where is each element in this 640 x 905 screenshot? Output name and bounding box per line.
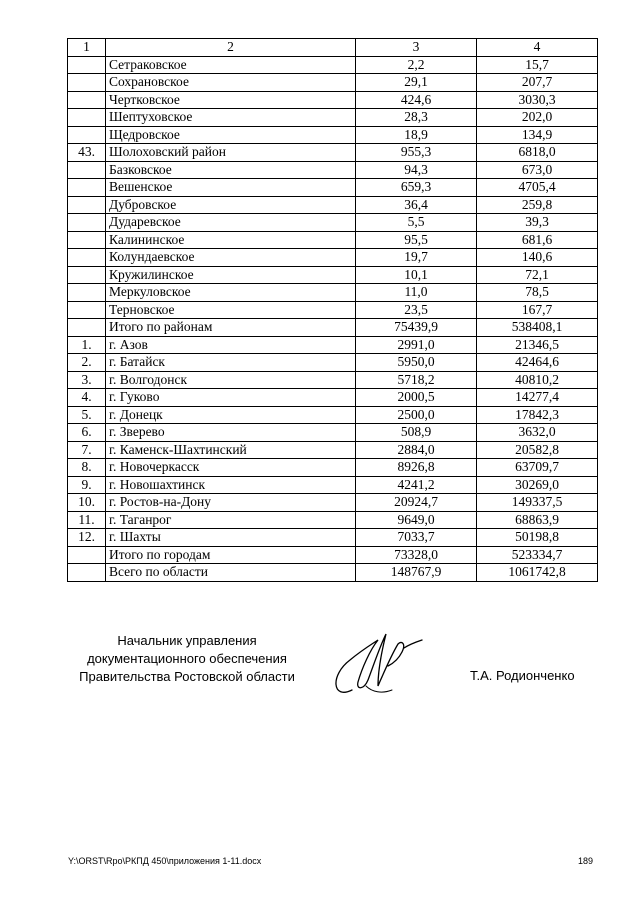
row-number-cell bbox=[68, 74, 106, 92]
row-number-cell bbox=[68, 161, 106, 179]
territory-cell: Терновское bbox=[106, 301, 356, 319]
territory-cell: Сохрановское bbox=[106, 74, 356, 92]
value-col4-cell: 50198,8 bbox=[477, 529, 598, 547]
row-number-cell bbox=[68, 126, 106, 144]
header-cell: 2 bbox=[106, 39, 356, 57]
territory-cell: г. Шахты bbox=[106, 529, 356, 547]
value-col3-cell: 18,9 bbox=[356, 126, 477, 144]
row-number-cell bbox=[68, 249, 106, 267]
row-number-cell: 7. bbox=[68, 441, 106, 459]
value-col4-cell: 72,1 bbox=[477, 266, 598, 284]
value-col3-cell: 20924,7 bbox=[356, 494, 477, 512]
position-line: документационного обеспечения bbox=[87, 651, 287, 666]
value-col4-cell: 14277,4 bbox=[477, 389, 598, 407]
territory-cell: Итого по городам bbox=[106, 546, 356, 564]
value-col3-cell: 424,6 bbox=[356, 91, 477, 109]
row-number-cell bbox=[68, 284, 106, 302]
value-col3-cell: 75439,9 bbox=[356, 319, 477, 337]
value-col3-cell: 29,1 bbox=[356, 74, 477, 92]
position-line: Начальник управления bbox=[117, 633, 257, 648]
territory-cell: Всего по области bbox=[106, 564, 356, 582]
row-number-cell bbox=[68, 266, 106, 284]
signer-name: Т.А. Родионченко bbox=[470, 668, 575, 683]
row-number-cell: 1. bbox=[68, 336, 106, 354]
territory-cell: Дубровское bbox=[106, 196, 356, 214]
value-col3-cell: 2991,0 bbox=[356, 336, 477, 354]
value-col4-cell: 3030,3 bbox=[477, 91, 598, 109]
table-row bbox=[68, 459, 598, 477]
territory-cell: Меркуловское bbox=[106, 284, 356, 302]
value-col4-cell: 1061742,8 bbox=[477, 564, 598, 582]
row-number-cell bbox=[68, 214, 106, 232]
row-number-cell bbox=[68, 91, 106, 109]
table-body bbox=[68, 39, 598, 582]
value-col3-cell: 8926,8 bbox=[356, 459, 477, 477]
table-row bbox=[68, 371, 598, 389]
page-number: 189 bbox=[578, 856, 594, 866]
table-row bbox=[68, 354, 598, 372]
territory-cell: Калининское bbox=[106, 231, 356, 249]
value-col4-cell: 681,6 bbox=[477, 231, 598, 249]
territory-cell: Колундаевское bbox=[106, 249, 356, 267]
territory-cell: г. Зверево bbox=[106, 424, 356, 442]
value-col4-cell: 40810,2 bbox=[477, 371, 598, 389]
row-number-cell bbox=[68, 109, 106, 127]
row-number-cell: 6. bbox=[68, 424, 106, 442]
value-col3-cell: 23,5 bbox=[356, 301, 477, 319]
value-col3-cell: 2500,0 bbox=[356, 406, 477, 424]
value-col4-cell: 68863,9 bbox=[477, 511, 598, 529]
row-number-cell bbox=[68, 564, 106, 582]
value-col4-cell: 30269,0 bbox=[477, 476, 598, 494]
row-number-cell: 11. bbox=[68, 511, 106, 529]
value-col3-cell: 5,5 bbox=[356, 214, 477, 232]
row-number-cell: 8. bbox=[68, 459, 106, 477]
table-row bbox=[68, 231, 598, 249]
value-col4-cell: 21346,5 bbox=[477, 336, 598, 354]
value-col3-cell: 95,5 bbox=[356, 231, 477, 249]
value-col4-cell: 4705,4 bbox=[477, 179, 598, 197]
row-number-cell bbox=[68, 546, 106, 564]
territory-cell: Вешенское bbox=[106, 179, 356, 197]
table-row bbox=[68, 336, 598, 354]
value-col4-cell: 78,5 bbox=[477, 284, 598, 302]
value-col4-cell: 134,9 bbox=[477, 126, 598, 144]
value-col4-cell: 63709,7 bbox=[477, 459, 598, 477]
value-col4-cell: 149337,5 bbox=[477, 494, 598, 512]
data-table bbox=[67, 38, 598, 582]
value-col3-cell: 19,7 bbox=[356, 249, 477, 267]
value-col3-cell: 2000,5 bbox=[356, 389, 477, 407]
territory-cell: Дударевское bbox=[106, 214, 356, 232]
value-col3-cell: 94,3 bbox=[356, 161, 477, 179]
table-row bbox=[68, 144, 598, 162]
row-number-cell bbox=[68, 231, 106, 249]
value-col4-cell: 207,7 bbox=[477, 74, 598, 92]
territory-cell: г. Донецк bbox=[106, 406, 356, 424]
value-col3-cell: 36,4 bbox=[356, 196, 477, 214]
territory-cell: Шептуховское bbox=[106, 109, 356, 127]
row-number-cell: 43. bbox=[68, 144, 106, 162]
territory-cell: г. Гуково bbox=[106, 389, 356, 407]
territory-cell: Шолоховский район bbox=[106, 144, 356, 162]
value-col3-cell: 7033,7 bbox=[356, 529, 477, 547]
value-col4-cell: 538408,1 bbox=[477, 319, 598, 337]
territory-cell: Щедровское bbox=[106, 126, 356, 144]
value-col4-cell: 523334,7 bbox=[477, 546, 598, 564]
table-row bbox=[68, 91, 598, 109]
handwritten-signature bbox=[322, 620, 442, 710]
territory-cell: г. Азов bbox=[106, 336, 356, 354]
row-number-cell bbox=[68, 56, 106, 74]
row-number-cell: 9. bbox=[68, 476, 106, 494]
table-row bbox=[68, 179, 598, 197]
territory-cell: г. Новочеркасск bbox=[106, 459, 356, 477]
position-line: Правительства Ростовской области bbox=[79, 669, 295, 684]
value-col4-cell: 140,6 bbox=[477, 249, 598, 267]
value-col4-cell: 167,7 bbox=[477, 301, 598, 319]
table-header-row bbox=[68, 39, 598, 57]
row-number-cell: 4. bbox=[68, 389, 106, 407]
territory-cell: Сетраковское bbox=[106, 56, 356, 74]
table-row bbox=[68, 406, 598, 424]
file-path: Y:\ORST\Rpo\РКПД 450\приложения 1-11.docx bbox=[68, 856, 262, 866]
row-number-cell bbox=[68, 179, 106, 197]
row-number-cell: 2. bbox=[68, 354, 106, 372]
value-col3-cell: 4241,2 bbox=[356, 476, 477, 494]
value-col4-cell: 17842,3 bbox=[477, 406, 598, 424]
territory-cell: г. Новошахтинск bbox=[106, 476, 356, 494]
table-row bbox=[68, 441, 598, 459]
value-col3-cell: 659,3 bbox=[356, 179, 477, 197]
table-row bbox=[68, 564, 598, 582]
territory-cell: г. Каменск-Шахтинский bbox=[106, 441, 356, 459]
table-row bbox=[68, 266, 598, 284]
table-row bbox=[68, 109, 598, 127]
signer-position bbox=[64, 632, 310, 686]
value-col3-cell: 11,0 bbox=[356, 284, 477, 302]
table-row bbox=[68, 126, 598, 144]
value-col4-cell: 673,0 bbox=[477, 161, 598, 179]
value-col3-cell: 10,1 bbox=[356, 266, 477, 284]
header-cell: 3 bbox=[356, 39, 477, 57]
value-col4-cell: 6818,0 bbox=[477, 144, 598, 162]
territory-cell: Итого по районам bbox=[106, 319, 356, 337]
table-row bbox=[68, 196, 598, 214]
value-col4-cell: 39,3 bbox=[477, 214, 598, 232]
header-cell: 1 bbox=[68, 39, 106, 57]
table-row bbox=[68, 74, 598, 92]
header-cell: 4 bbox=[477, 39, 598, 57]
row-number-cell bbox=[68, 196, 106, 214]
table-row bbox=[68, 494, 598, 512]
territory-cell: Чертковское bbox=[106, 91, 356, 109]
row-number-cell: 5. bbox=[68, 406, 106, 424]
territory-cell: г. Батайск bbox=[106, 354, 356, 372]
value-col4-cell: 3632,0 bbox=[477, 424, 598, 442]
value-col3-cell: 73328,0 bbox=[356, 546, 477, 564]
row-number-cell bbox=[68, 319, 106, 337]
table-row bbox=[68, 161, 598, 179]
row-number-cell bbox=[68, 301, 106, 319]
value-col3-cell: 5718,2 bbox=[356, 371, 477, 389]
value-col3-cell: 2884,0 bbox=[356, 441, 477, 459]
value-col4-cell: 15,7 bbox=[477, 56, 598, 74]
table-row bbox=[68, 319, 598, 337]
territory-cell: г. Ростов-на-Дону bbox=[106, 494, 356, 512]
table-row bbox=[68, 389, 598, 407]
row-number-cell: 3. bbox=[68, 371, 106, 389]
table-row bbox=[68, 249, 598, 267]
territory-cell: Базковское bbox=[106, 161, 356, 179]
table-row bbox=[68, 56, 598, 74]
table-row bbox=[68, 284, 598, 302]
territory-cell: г. Волгодонск bbox=[106, 371, 356, 389]
row-number-cell: 10. bbox=[68, 494, 106, 512]
value-col3-cell: 5950,0 bbox=[356, 354, 477, 372]
value-col3-cell: 9649,0 bbox=[356, 511, 477, 529]
table-row bbox=[68, 476, 598, 494]
value-col3-cell: 955,3 bbox=[356, 144, 477, 162]
value-col3-cell: 148767,9 bbox=[356, 564, 477, 582]
value-col3-cell: 2,2 bbox=[356, 56, 477, 74]
value-col3-cell: 508,9 bbox=[356, 424, 477, 442]
table-row bbox=[68, 546, 598, 564]
table-row bbox=[68, 529, 598, 547]
table-row bbox=[68, 424, 598, 442]
value-col3-cell: 28,3 bbox=[356, 109, 477, 127]
value-col4-cell: 42464,6 bbox=[477, 354, 598, 372]
territory-cell: г. Таганрог bbox=[106, 511, 356, 529]
table-row bbox=[68, 214, 598, 232]
table-row bbox=[68, 511, 598, 529]
table-row bbox=[68, 301, 598, 319]
territory-cell: Кружилинское bbox=[106, 266, 356, 284]
value-col4-cell: 259,8 bbox=[477, 196, 598, 214]
row-number-cell: 12. bbox=[68, 529, 106, 547]
value-col4-cell: 202,0 bbox=[477, 109, 598, 127]
value-col4-cell: 20582,8 bbox=[477, 441, 598, 459]
